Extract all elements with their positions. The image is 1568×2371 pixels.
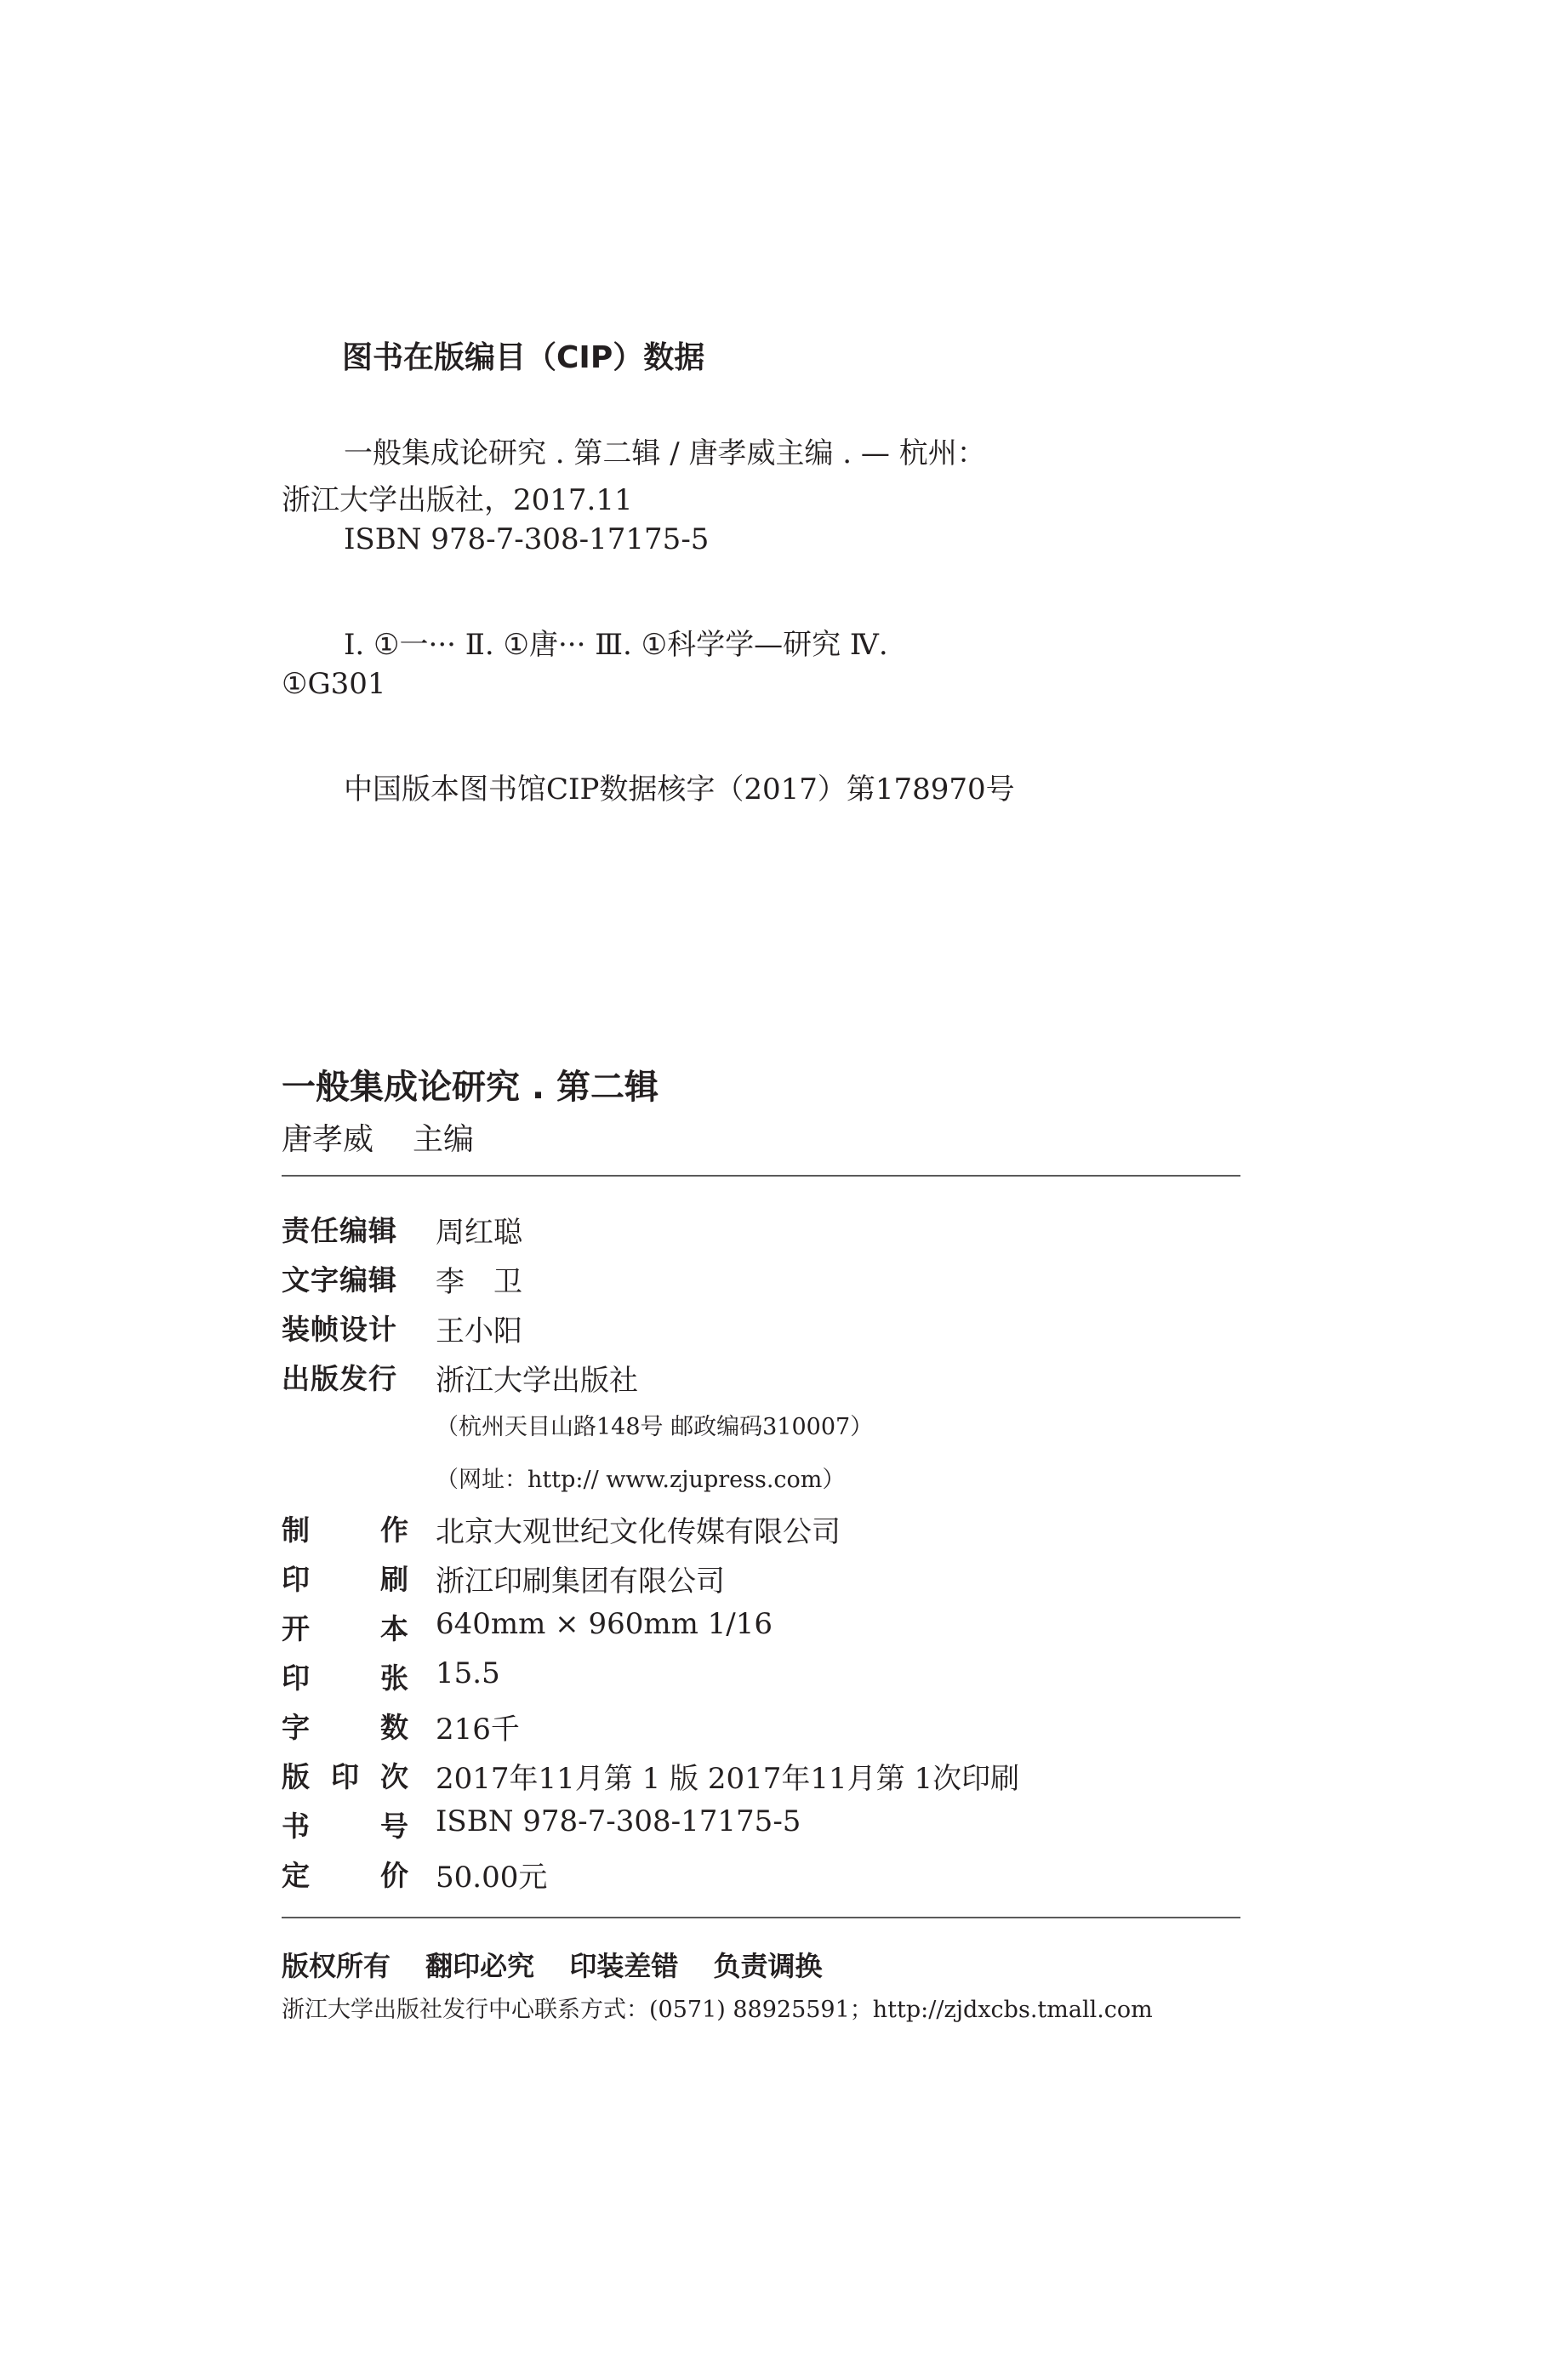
label-price: 定 价 bbox=[282, 1859, 409, 1892]
value-format: 640mm × 960mm 1/16 bbox=[436, 1607, 773, 1641]
cip-heading: 图书在版编目（CIP）数据 bbox=[342, 340, 705, 375]
book-editor bbox=[282, 1115, 474, 1159]
notice-defects: 印装差错 bbox=[569, 1950, 679, 1982]
value-publisher: 浙江大学出版社 bbox=[436, 1364, 638, 1398]
notice-exchange: 负责调换 bbox=[713, 1950, 823, 1982]
label-sheets: 印 张 bbox=[282, 1661, 409, 1695]
notice-no-reprint: 翻印必究 bbox=[425, 1950, 535, 1982]
value-text-editor: 李 卫 bbox=[436, 1265, 522, 1299]
bottom-rule bbox=[282, 1917, 1240, 1918]
label-publisher: 出版发行 bbox=[282, 1362, 397, 1395]
cip-line-6: 中国版本图书馆CIP数据核字（2017）第178970号 bbox=[344, 772, 1015, 806]
editor-role: 主编 bbox=[413, 1122, 475, 1157]
label-edition: 版 印 次 bbox=[282, 1760, 409, 1793]
cip-line-1: 一般集成论研究 . 第二辑 / 唐孝威主编 . — 杭州： bbox=[344, 436, 986, 470]
notice-copyright: 版权所有 bbox=[282, 1950, 391, 1982]
label-binding-design: 装帧设计 bbox=[282, 1313, 397, 1346]
value-binding-design: 王小阳 bbox=[436, 1314, 522, 1348]
value-production: 北京大观世纪文化传媒有限公司 bbox=[436, 1515, 841, 1549]
value-sheets: 15.5 bbox=[436, 1656, 500, 1690]
cip-line-4: Ⅰ. ①一··· Ⅱ. ①唐··· Ⅲ. ①科学学—研究 Ⅳ. bbox=[344, 628, 888, 662]
value-responsible-editor: 周红聪 bbox=[436, 1216, 522, 1250]
value-printing: 浙江印刷集团有限公司 bbox=[436, 1565, 725, 1599]
label-text-editor: 文字编辑 bbox=[282, 1263, 397, 1297]
value-edition: 2017年11月第 1 版 2017年11月第 1次印刷 bbox=[436, 1762, 1020, 1796]
label-printing: 印 刷 bbox=[282, 1563, 409, 1596]
publisher-website: （网址：http:// www.zjupress.com） bbox=[436, 1467, 846, 1493]
value-isbn: ISBN 978-7-308-17175-5 bbox=[436, 1804, 801, 1838]
value-price: 50.00元 bbox=[436, 1861, 548, 1895]
top-rule bbox=[282, 1175, 1240, 1177]
editor-name: 唐孝威 bbox=[282, 1122, 374, 1157]
cip-line-3: ISBN 978-7-308-17175-5 bbox=[344, 522, 710, 556]
label-isbn: 书 号 bbox=[282, 1810, 409, 1843]
value-word-count: 216千 bbox=[436, 1713, 520, 1747]
book-title: 一般集成论研究 . 第二辑 bbox=[282, 1068, 659, 1107]
publisher-address: （杭州天目山路148号 邮政编码310007） bbox=[436, 1414, 874, 1440]
cip-line-5: ①G301 bbox=[282, 667, 386, 701]
copyright-notices bbox=[282, 1945, 847, 1984]
label-production: 制 作 bbox=[282, 1513, 409, 1547]
cip-line-2: 浙江大学出版社，2017.11 bbox=[282, 483, 633, 517]
label-responsible-editor: 责任编辑 bbox=[282, 1214, 397, 1247]
distribution-contact: 浙江大学出版社发行中心联系方式：(0571) 88925591；http://zjdxcbs.tmall.com bbox=[282, 1997, 1153, 2023]
label-format: 开 本 bbox=[282, 1612, 409, 1645]
label-word-count: 字 数 bbox=[282, 1711, 409, 1744]
